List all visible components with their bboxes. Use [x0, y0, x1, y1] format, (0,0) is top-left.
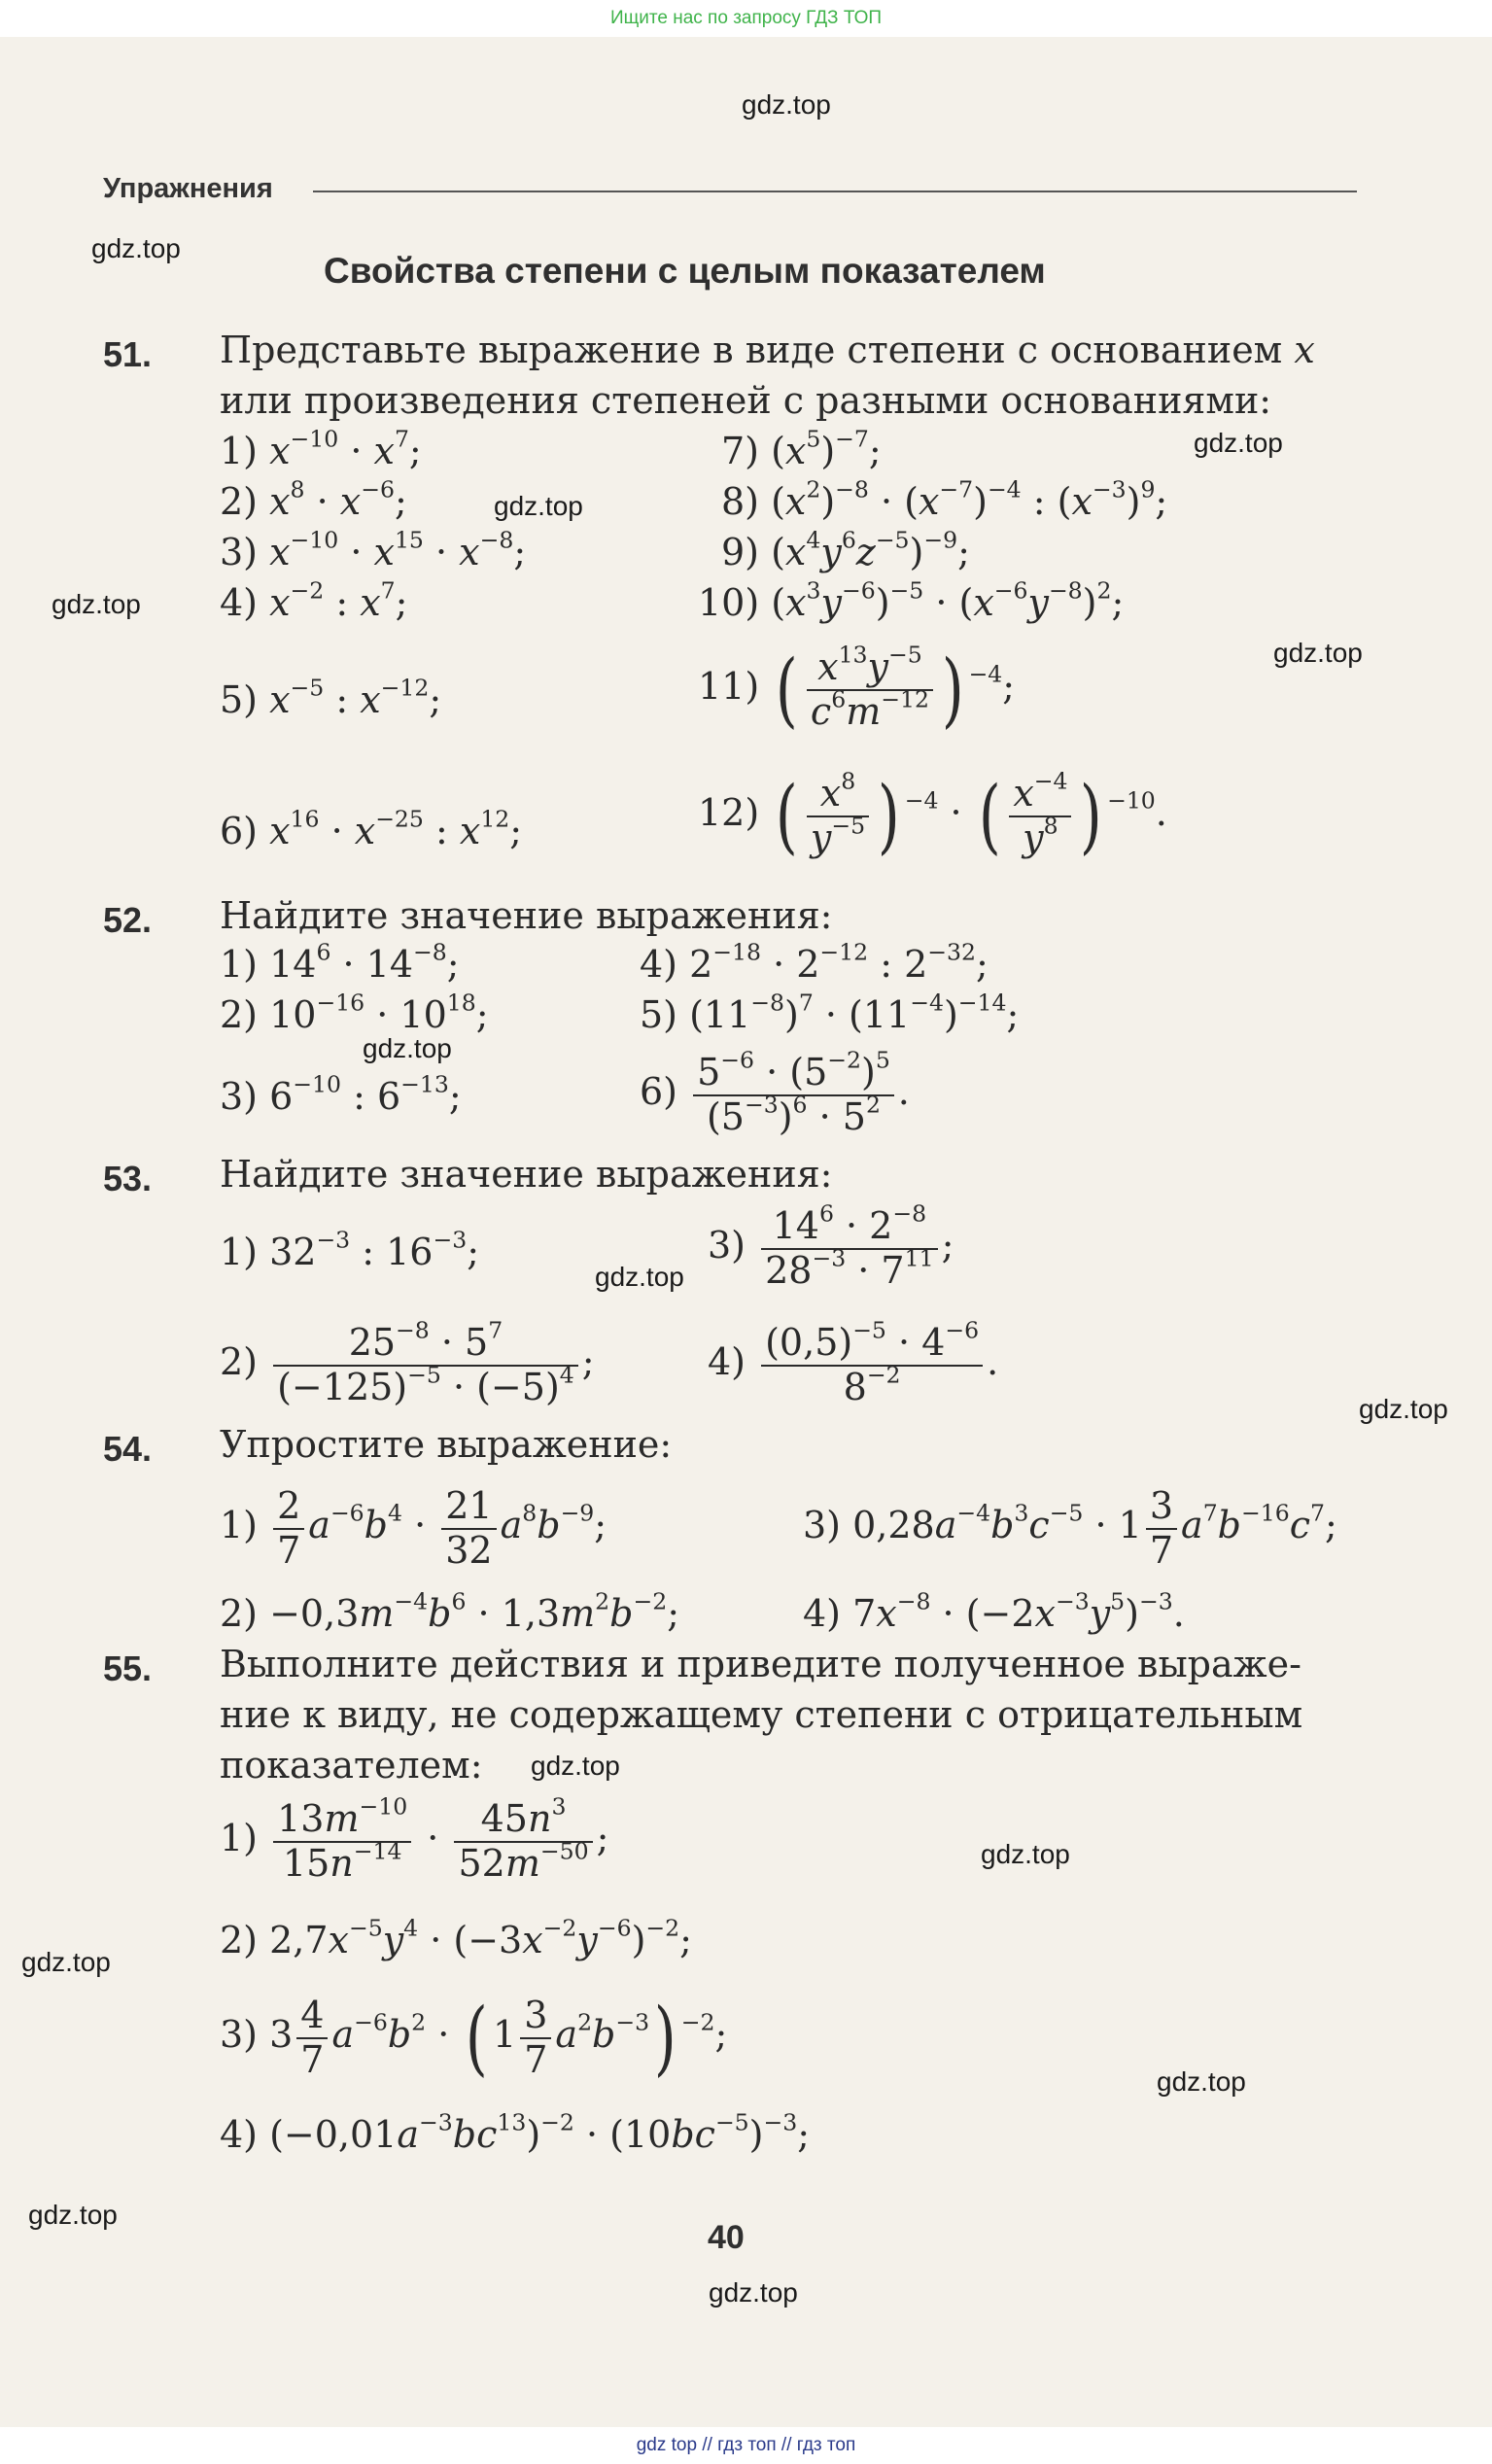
watermark: gdz.top — [52, 589, 141, 619]
ex53-item-3: 3) $\frac{14^6 \cdot 2^{-8}}{28^{-3} \cdot 7^{11}}$ ; — [708, 1199, 954, 1292]
ex54-item-2: $2) -0,3m^{-4}b^6 \cdot 1,3m^2b^{-2}$; — [220, 1587, 680, 1635]
exercise-number-55: 55. — [103, 1648, 153, 1688]
watermark: gdz.top — [494, 491, 583, 521]
exercise-number-54: 54. — [103, 1429, 153, 1469]
page-title: Свойства степени с целым показателем — [324, 251, 1046, 291]
ex51-item-10: 10) $(x^3y^{-6})^{-5} \cdot (x^{-6}y^{-8})^2$; — [698, 576, 1125, 624]
exercise-55-text-line-1: Выполните действия и приведите полученное выраже- — [220, 1643, 1301, 1685]
ex51-item-7: 7) $(x^5)^{-7}$; — [721, 425, 882, 472]
ex51-item-6: 6) $x^{16} \cdot x^{-25}$ : $x^{12}$; — [220, 805, 523, 852]
ex51-item-12: 12) ( $\frac{x^8}{y^{-5}}$ ) $^{-4}$ · ( $\frac{x^{-4}}{y^8}$ ) $^{-10}$. — [698, 767, 1167, 863]
ex51-item-11: 11) ( $\frac{x^{13}y^{-5}}{c^6m^{-12}}$ ) $^{-4}$; — [698, 641, 1016, 737]
ex54-item-3: 3) $0,28a^{-4}b^3c^{-5} \cdot 1$ $\frac{3}{7}$ $a^7b^{-16}c^7$; — [803, 1484, 1337, 1572]
ex51-item-2: 2) $x^8 \cdot x^{-6}$; — [220, 475, 407, 523]
exercise-51-text-line-2: или произведения степеней с разными основаниями: — [220, 379, 1272, 422]
ex51-item-1: 1) $x^{-10} \cdot x^7$; — [220, 425, 422, 472]
ex54-item-1: 1) $\frac{2}{7}$ $a^{-6}b^4$ · $\frac{21}{32}$ $a^8b^{-9}$; — [220, 1484, 607, 1572]
section-label: Упражнения — [103, 173, 273, 204]
watermark: gdz.top — [91, 233, 181, 263]
ex51-item-5: 5) $x^{-5}$ : $x^{-12}$; — [220, 674, 442, 721]
page-number: 40 — [708, 2219, 745, 2256]
exercise-number-52: 52. — [103, 900, 153, 940]
ex54-item-4: 4) $7x^{-8} \cdot (-2x^{-3}y^5)^{-3}$. — [803, 1587, 1185, 1635]
watermark: gdz.top — [1157, 2066, 1246, 2097]
ex55-item-2: 2) $2,7x^{-5}y^4 \cdot (-3x^{-2}y^{-6})^{-2}$; — [220, 1914, 692, 1961]
ex55-item-4: 4) $(-0,01a^{-3}bc^{13})^{-2} \cdot (10bc^{-5})^{-3}$; — [220, 2108, 811, 2156]
watermark: gdz.top — [1273, 638, 1363, 668]
watermark: gdz.top — [742, 89, 831, 120]
exercise-51-text-line-1: Представьте выражение в виде степени с основанием x — [220, 329, 1315, 371]
exercise-55-text-line-2: ние к виду, не содержащему степени с отрицательным — [220, 1693, 1303, 1736]
ex52-item-5: 5) $(11^{-8})^7 \cdot (11^{-4})^{-14}$; — [640, 989, 1020, 1036]
footer-banner[interactable]: gdz top // гдз топ // гдз топ — [0, 2427, 1492, 2464]
watermark: gdz.top — [1359, 1394, 1448, 1424]
ex51-item-3: 3) $x^{-10} \cdot x^{15} \cdot x^{-8}$; — [220, 526, 527, 573]
ex53-item-1: 1) $32^{-3}$ : $16^{-3}$; — [220, 1226, 480, 1273]
ex52-item-2: 2) $10^{-16} \cdot 10^{18}$; — [220, 989, 489, 1036]
ex52-item-3: 3) $6^{-10}$ : $6^{-13}$; — [220, 1070, 462, 1118]
watermark: gdz.top — [28, 2200, 118, 2230]
exercise-number-53: 53. — [103, 1159, 153, 1198]
ex53-item-4: 4) $\frac{(0,5)^{-5} \cdot 4^{-6}}{8^{-2}}$ . — [708, 1316, 999, 1408]
ex52-item-4: 4) $2^{-18} \cdot 2^{-12}$ : $2^{-32}$; — [640, 938, 989, 986]
ex51-item-8: 8) $(x^2)^{-8} \cdot (x^{-7})^{-4}$ : $(x^{-3})^9$; — [721, 475, 1168, 523]
exercise-number-51: 51. — [103, 334, 153, 374]
watermark: gdz.top — [981, 1839, 1070, 1869]
watermark: gdz.top — [1194, 428, 1283, 458]
watermark: gdz.top — [363, 1033, 452, 1063]
exercise-55-text-line-3: показателем: — [220, 1744, 483, 1787]
ex52-item-1: 1) $14^6 \cdot 14^{-8}$; — [220, 938, 460, 986]
ex51-item-4: 4) $x^{-2}$ : $x^7$; — [220, 576, 408, 624]
watermark: gdz.top — [709, 2277, 798, 2308]
top-banner[interactable]: Ищите нас по запросу ГДЗ ТОП — [0, 0, 1492, 37]
ex55-item-1: 1) $\frac{13m^{-10}}{15n^{-14}}$ · $\frac{45n^3}{52m^{-50}}$ ; — [220, 1792, 609, 1885]
exercise-52-text: Найдите значение выражения: — [220, 894, 833, 937]
ex52-item-6: 6) $\frac{5^{-6} \cdot (5^{-2})^5}{(5^{-3})^6 \cdot 5^2}$ . — [640, 1046, 910, 1138]
ex51-item-9: 9) $(x^4y^6z^{-5})^{-9}$; — [721, 526, 970, 573]
exercise-53-text: Найдите значение выражения: — [220, 1153, 833, 1196]
ex55-item-3: 3) 3 $\frac{4}{7}$ $a^{-6}b^2$ · ( 1 $\frac{3}{7}$ $a^2b^{-3}$) $^{-2}$; — [220, 1989, 728, 2085]
watermark: gdz.top — [21, 1947, 111, 1977]
watermark: gdz.top — [531, 1751, 620, 1781]
section-divider — [313, 191, 1357, 192]
exercise-54-text: Упростите выражение: — [220, 1423, 673, 1466]
ex53-item-2: 2) $\frac{25^{-8} \cdot 5^7}{(-125)^{-5} \cdot (-5)^4}$ ; — [220, 1316, 595, 1408]
watermark: gdz.top — [595, 1262, 684, 1292]
